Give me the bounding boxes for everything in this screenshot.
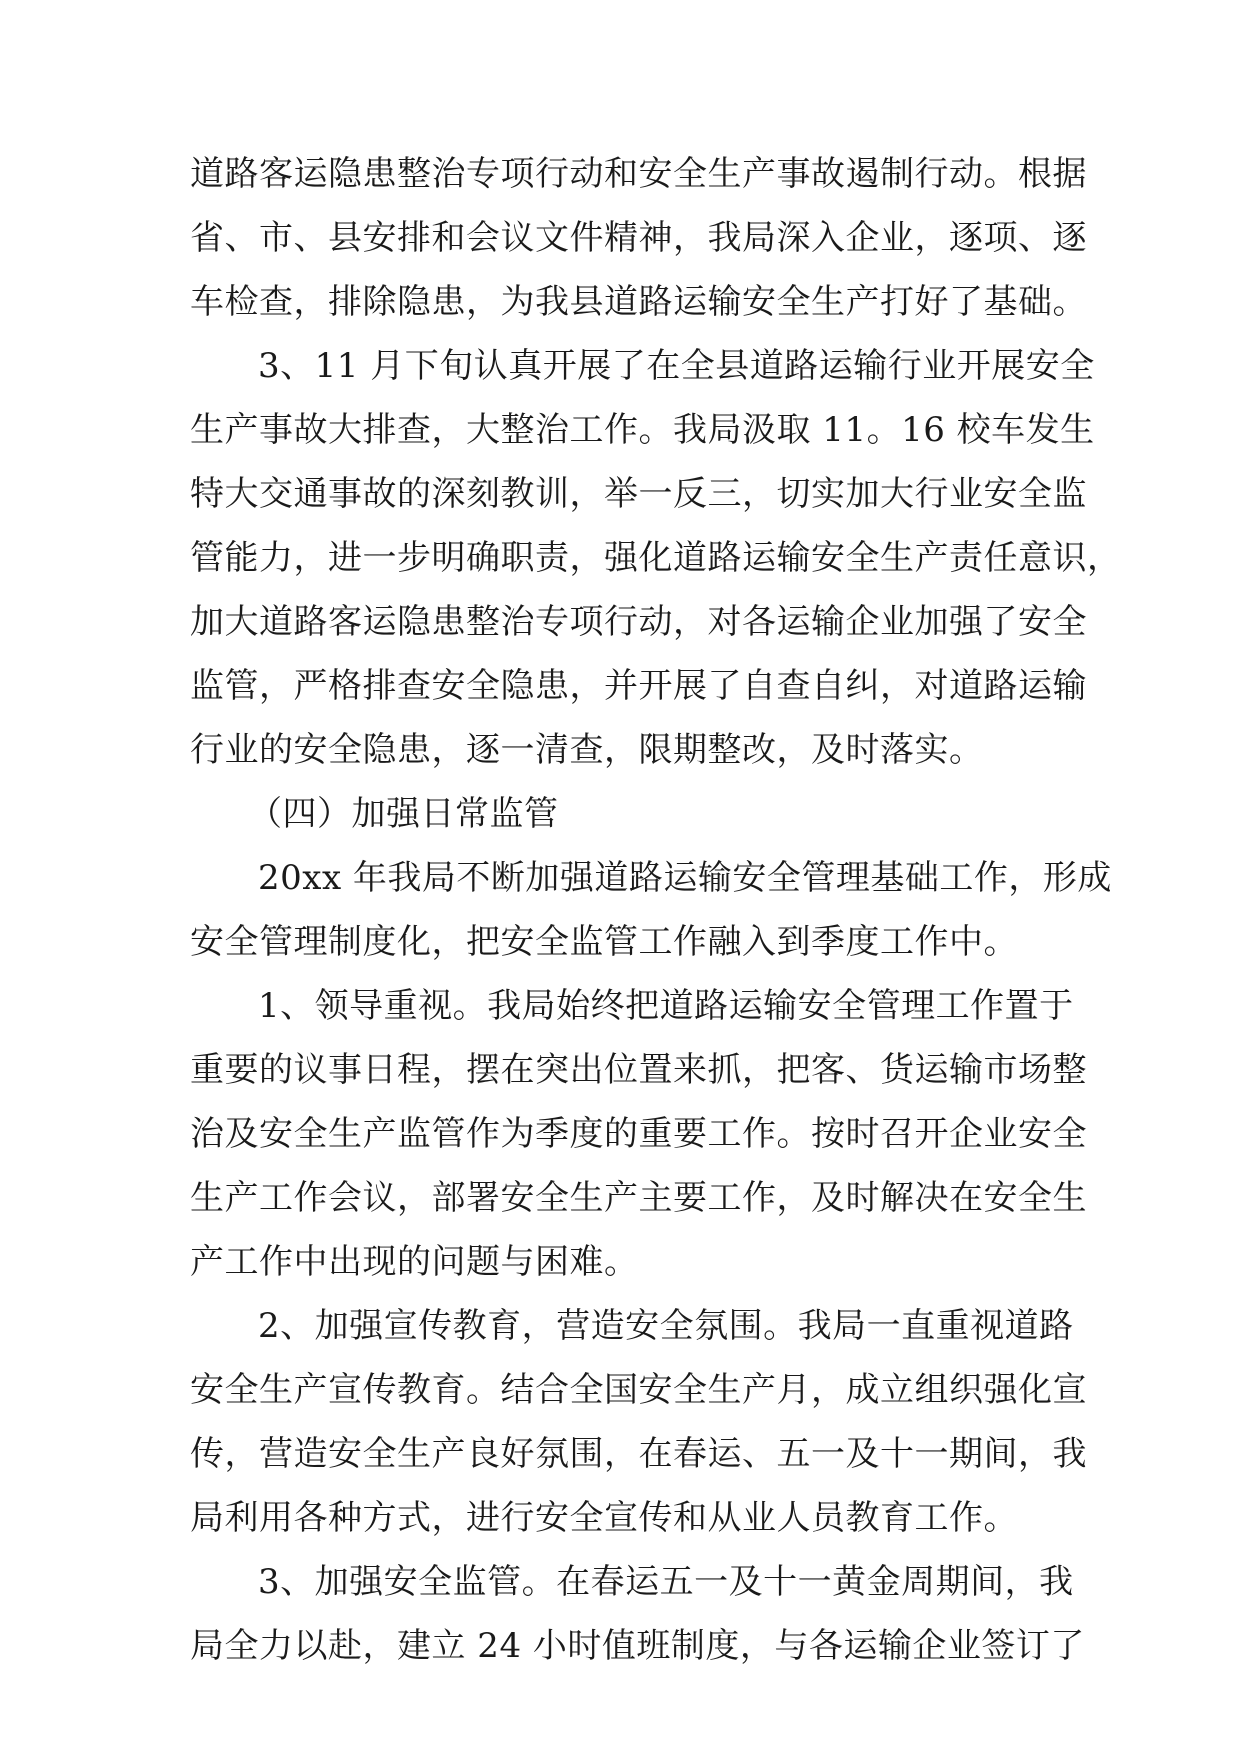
text-line: 安全管理制度化，把安全监管工作融入到季度工作中。	[190, 922, 1018, 962]
text-line: 重要的议事日程，摆在突出位置来抓，把客、货运输市场整	[190, 1050, 1087, 1090]
text-line: 3、11 月下旬认真开展了在全县道路运输行业开展安全	[258, 346, 1095, 386]
text-line: 生产工作会议，部署安全生产主要工作，及时解决在安全生	[190, 1178, 1087, 1218]
text-line: 传，营造安全生产良好氛围，在春运、五一及十一期间，我	[190, 1434, 1087, 1474]
text-line: 监管，严格排查安全隐患，并开展了自查自纠，对道路运输	[190, 666, 1087, 706]
text-line: 道路客运隐患整治专项行动和安全生产事故遏制行动。根据	[190, 154, 1087, 194]
text-line: 3、加强安全监管。在春运五一及十一黄金周期间，我	[258, 1562, 1074, 1602]
section-heading: （四）加强日常监管	[248, 794, 559, 834]
text-line: 安全生产宣传教育。结合全国安全生产月，成立组织强化宣	[190, 1370, 1087, 1410]
text-line: 管能力，进一步明确职责，强化道路运输安全生产责任意识，	[190, 538, 1122, 578]
text-line: 特大交通事故的深刻教训，举一反三，切实加大行业安全监	[190, 474, 1087, 514]
text-line: 治及安全生产监管作为季度的重要工作。按时召开企业安全	[190, 1114, 1087, 1154]
text-line: 2、加强宣传教育，营造安全氛围。我局一直重视道路	[258, 1306, 1074, 1346]
text-line: 20xx 年我局不断加强道路运输安全管理基础工作，形成	[258, 858, 1112, 898]
text-line: 局利用各种方式，进行安全宣传和从业人员教育工作。	[190, 1498, 1018, 1538]
text-line: 省、市、县安排和会议文件精神，我局深入企业，逐项、逐	[190, 218, 1087, 258]
text-line: 产工作中出现的问题与困难。	[190, 1242, 639, 1282]
text-line: 生产事故大排查，大整治工作。我局汲取 11。16 校车发生	[190, 410, 1095, 450]
document-body	[190, 142, 1122, 1678]
text-line: 行业的安全隐患，逐一清查，限期整改，及时落实。	[190, 730, 984, 770]
text-line: 加大道路客运隐患整治专项行动，对各运输企业加强了安全	[190, 602, 1087, 642]
text-line: 1、领导重视。我局始终把道路运输安全管理工作置于	[258, 986, 1074, 1026]
text-line: 局全力以赴，建立 24 小时值班制度，与各运输企业签订了	[190, 1626, 1085, 1666]
text-line: 车检查，排除隐患，为我县道路运输安全生产打好了基础。	[190, 282, 1087, 322]
